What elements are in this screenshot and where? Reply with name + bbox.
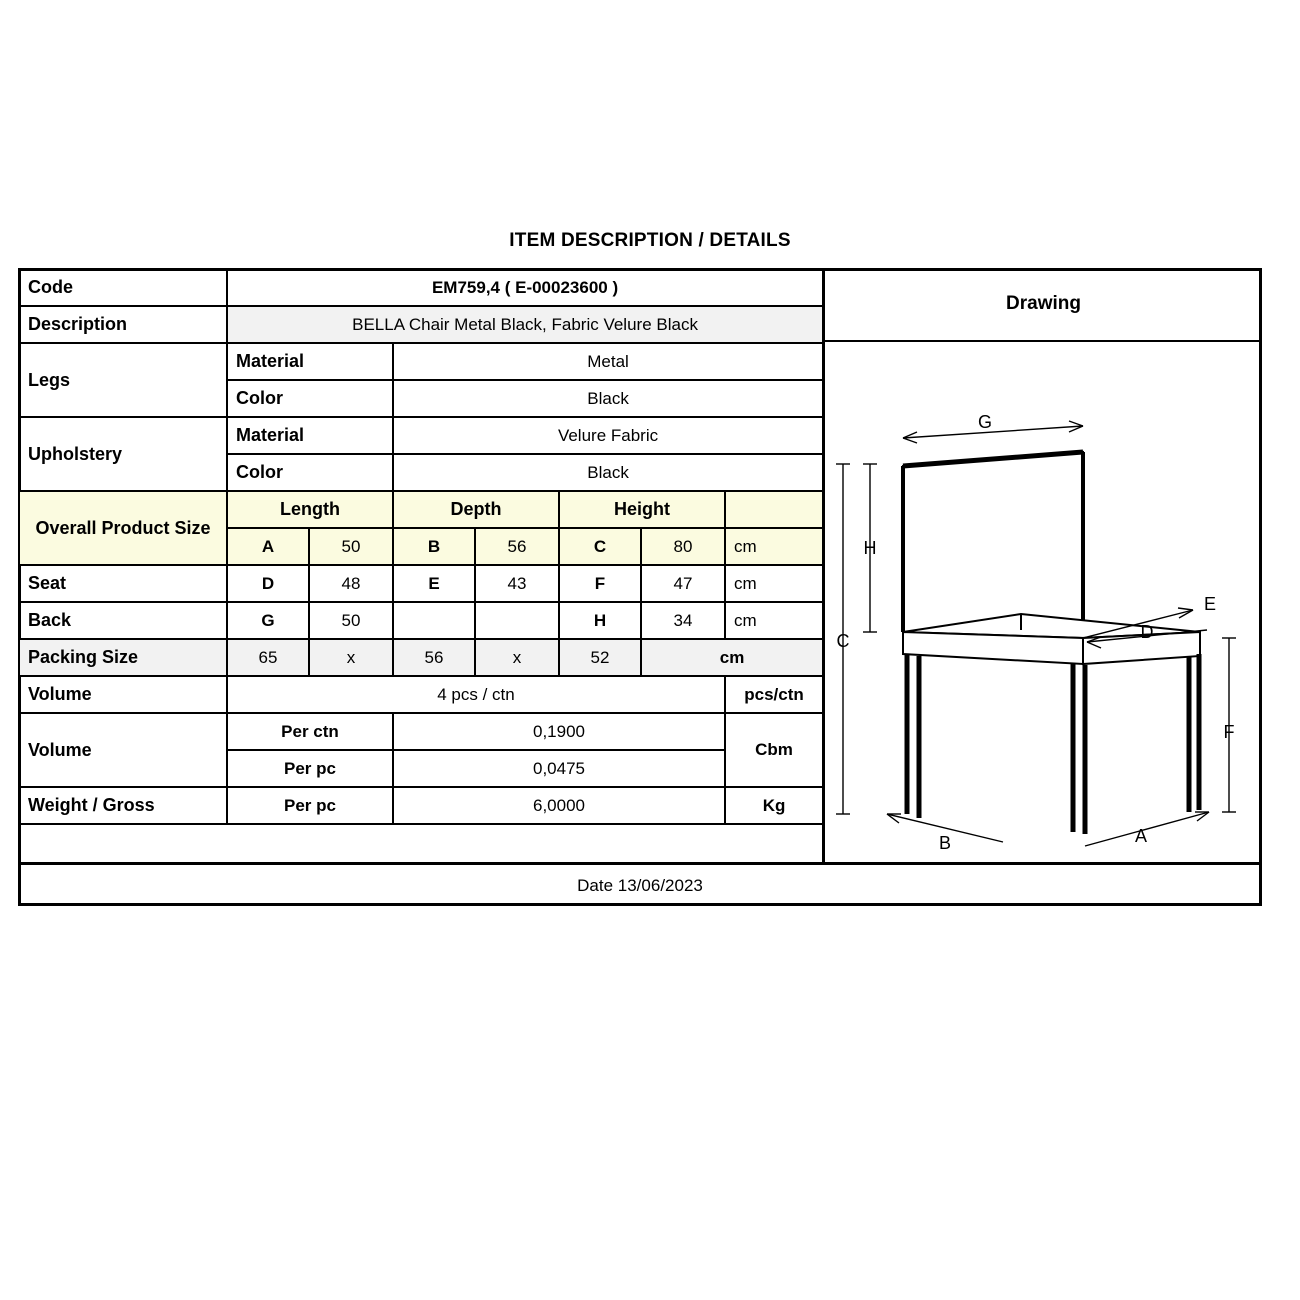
packing-height: 52 xyxy=(559,639,641,676)
upholstery-label: Upholstery xyxy=(19,417,227,491)
dim-label-C: C xyxy=(836,631,850,651)
table-row-code xyxy=(19,269,823,306)
depth-header: Depth xyxy=(393,491,559,528)
dim-label-F: F xyxy=(1223,722,1235,742)
description-label: Description xyxy=(19,306,227,343)
legs-color-value: Black xyxy=(393,380,823,417)
page-title: ITEM DESCRIPTION / DETAILS xyxy=(509,230,791,251)
legs-material-label: Material xyxy=(227,343,393,380)
table-row-weight xyxy=(19,787,823,824)
description-value: BELLA Chair Metal Black, Fabric Velure Black xyxy=(227,306,823,343)
volume-qty-value: 4 pcs / ctn xyxy=(227,676,725,713)
packing-sep-1: x xyxy=(309,639,393,676)
weight-unit: Kg xyxy=(725,787,823,824)
legs-material-value: Metal xyxy=(393,343,823,380)
drawing-panel xyxy=(822,268,1262,862)
legs-color-label: Color xyxy=(227,380,393,417)
packing-width: 56 xyxy=(393,639,475,676)
packing-sep-2: x xyxy=(475,639,559,676)
legs-label: Legs xyxy=(19,343,227,417)
table-row-dimension-headers xyxy=(19,491,823,528)
weight-per-pc-label: Per pc xyxy=(227,787,393,824)
upholstery-material-value: Velure Fabric xyxy=(393,417,823,454)
seat-label: Seat xyxy=(19,565,227,602)
dim-label-D: D xyxy=(1140,622,1154,642)
table-row-back xyxy=(19,602,823,639)
code-label: Code xyxy=(19,269,227,306)
length-header: Length xyxy=(227,491,393,528)
volume-qty-label: Volume xyxy=(19,676,227,713)
upholstery-color-value: Black xyxy=(393,454,823,491)
seat-height-value: 47 xyxy=(641,565,725,602)
back-unit: cm xyxy=(725,602,823,639)
volume-per-ctn-label: Per ctn xyxy=(227,713,393,750)
overall-depth-key: B xyxy=(393,528,475,565)
back-height-key: H xyxy=(559,602,641,639)
overall-unit: cm xyxy=(725,528,823,565)
back-depth-value xyxy=(475,602,559,639)
footer-date: Date 13/06/2023 xyxy=(18,862,1262,906)
table-row-legs-material xyxy=(19,343,823,380)
seat-depth-key: E xyxy=(393,565,475,602)
volume-unit: Cbm xyxy=(725,713,823,787)
seat-depth-value: 43 xyxy=(475,565,559,602)
code-value: EM759,4 ( E-00023600 ) xyxy=(227,269,823,306)
chair-drawing-svg xyxy=(825,342,1265,862)
volume-qty-unit: pcs/ctn xyxy=(725,676,823,713)
weight-label: Weight / Gross xyxy=(19,787,227,824)
table-row-volume-per-ctn xyxy=(19,713,823,750)
overall-depth-value: 56 xyxy=(475,528,559,565)
packing-length: 65 xyxy=(227,639,309,676)
volume-label: Volume xyxy=(19,713,227,787)
packing-unit: cm xyxy=(641,639,823,676)
table-row-description xyxy=(19,306,823,343)
height-header: Height xyxy=(559,491,725,528)
volume-per-pc-label: Per pc xyxy=(227,750,393,787)
table-row-packing xyxy=(19,639,823,676)
overall-height-key: C xyxy=(559,528,641,565)
back-length-value: 50 xyxy=(309,602,393,639)
drawing-header: Drawing xyxy=(825,268,1262,342)
upholstery-color-label: Color xyxy=(227,454,393,491)
seat-height-key: F xyxy=(559,565,641,602)
table-row-volume-qty xyxy=(19,676,823,713)
overall-length-key: A xyxy=(227,528,309,565)
drawing-body xyxy=(825,342,1262,862)
spec-table-container xyxy=(18,268,822,825)
back-label: Back xyxy=(19,602,227,639)
dim-label-H: H xyxy=(863,538,877,558)
volume-per-pc-value: 0,0475 xyxy=(393,750,725,787)
seat-length-value: 48 xyxy=(309,565,393,602)
packing-label: Packing Size xyxy=(19,639,227,676)
dim-label-G: G xyxy=(977,412,993,432)
seat-length-key: D xyxy=(227,565,309,602)
overall-length-value: 50 xyxy=(309,528,393,565)
back-length-key: G xyxy=(227,602,309,639)
overall-size-label: Overall Product Size xyxy=(19,491,227,565)
dim-label-B: B xyxy=(938,833,952,853)
upholstery-material-label: Material xyxy=(227,417,393,454)
spec-table xyxy=(18,268,824,825)
volume-per-ctn-value: 0,1900 xyxy=(393,713,725,750)
seat-unit: cm xyxy=(725,565,823,602)
weight-value: 6,0000 xyxy=(393,787,725,824)
table-row-upholstery-material xyxy=(19,417,823,454)
dim-label-E: E xyxy=(1203,594,1217,614)
table-row-seat xyxy=(19,565,823,602)
back-height-value: 34 xyxy=(641,602,725,639)
overall-height-value: 80 xyxy=(641,528,725,565)
dimension-unit-blank xyxy=(725,491,823,528)
dim-label-A: A xyxy=(1134,826,1148,846)
back-depth-key xyxy=(393,602,475,639)
